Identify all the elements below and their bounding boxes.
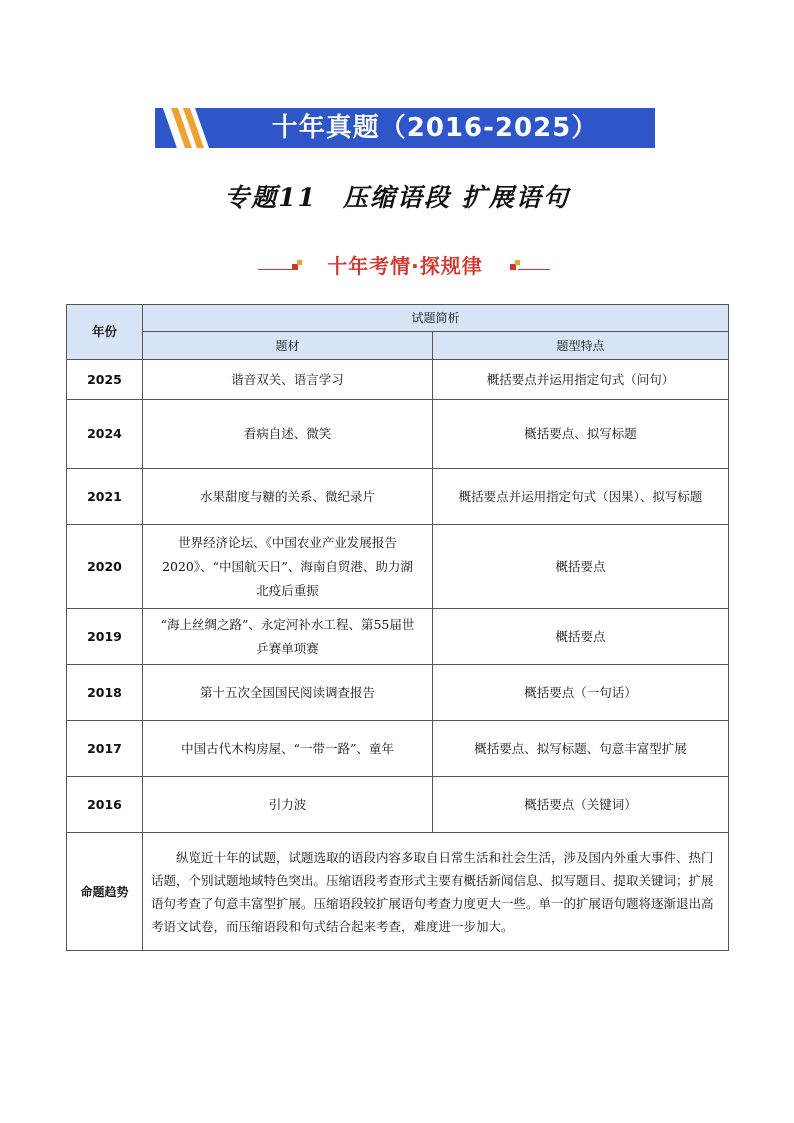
row-type: 概括要点（一句话）	[433, 665, 729, 721]
header-analysis: 试题简析	[143, 305, 729, 332]
row-type: 概括要点并运用指定句式（因果）、拟写标题	[433, 469, 729, 525]
row-year: 2024	[67, 400, 143, 469]
table-row	[67, 525, 729, 609]
table-row	[67, 469, 729, 525]
row-material: “海上丝绸之路”、永定河补水工程、第55届世乒赛单项赛	[143, 609, 433, 665]
trend-label: 命题趋势	[67, 833, 143, 951]
row-year: 2020	[67, 525, 143, 609]
row-type: 概括要点、拟写标题	[433, 400, 729, 469]
table-row	[67, 777, 729, 833]
row-material: 看病自述、微笑	[143, 400, 433, 469]
row-material: 引力波	[143, 777, 433, 833]
table-row	[67, 721, 729, 777]
subject-topic: 压缩语段 扩展语句	[343, 183, 570, 212]
row-material: 第十五次全国国民阅读调查报告	[143, 665, 433, 721]
row-material: 谐音双关、语言学习	[143, 360, 433, 400]
title-banner	[155, 108, 655, 148]
row-type: 概括要点并运用指定句式（问句）	[433, 360, 729, 400]
row-type: 概括要点（关键词）	[433, 777, 729, 833]
table-row	[67, 360, 729, 400]
header-year: 年份	[67, 305, 143, 360]
row-material: 世界经济论坛、《中国农业产业发展报告2020》、“中国航天日”、海南自贸港、助力湖北疫后重振	[143, 525, 433, 609]
section-square-right-accent	[515, 260, 520, 265]
section-rule-left	[258, 269, 294, 270]
banner-title: 十年真题（2016-2025）	[271, 113, 599, 143]
row-year: 2019	[67, 609, 143, 665]
row-year: 2017	[67, 721, 143, 777]
header-type: 题型特点	[433, 332, 729, 360]
exam-analysis-table	[66, 304, 729, 951]
trend-row	[67, 833, 729, 951]
row-material: 水果甜度与糖的关系、微纪录片	[143, 469, 433, 525]
row-year: 2018	[67, 665, 143, 721]
row-year: 2016	[67, 777, 143, 833]
subject-number: 专题11	[224, 183, 318, 212]
trend-text: 纵览近十年的试题，试题选取的语段内容多取自日常生活和社会生活，涉及国内外重大事件、热门话题，个别试题地域特色突出。压缩语段考查形式主要有概括新闻信息、拟写题目、提取关键词；扩展语句考查了句意丰富型扩展。压缩语段较扩展语句考查力度更大一些。单一的扩展语句题将逐渐退出高考语文试卷，而压缩语段和句式结合起来考查，难度进一步加大。	[143, 833, 729, 951]
section-heading	[0, 250, 794, 280]
row-year: 2021	[67, 469, 143, 525]
section-rule-right	[518, 269, 550, 270]
table-row	[67, 609, 729, 665]
subject-heading	[0, 178, 794, 214]
row-material: 中国古代木构房屋、“一带一路”、童年	[143, 721, 433, 777]
table-row	[67, 665, 729, 721]
row-type: 概括要点	[433, 609, 729, 665]
row-year: 2025	[67, 360, 143, 400]
table-row	[67, 400, 729, 469]
header-material: 题材	[143, 332, 433, 360]
row-type: 概括要点	[433, 525, 729, 609]
section-title: 十年考情·探规律	[327, 254, 483, 278]
row-type: 概括要点、拟写标题、句意丰富型扩展	[433, 721, 729, 777]
